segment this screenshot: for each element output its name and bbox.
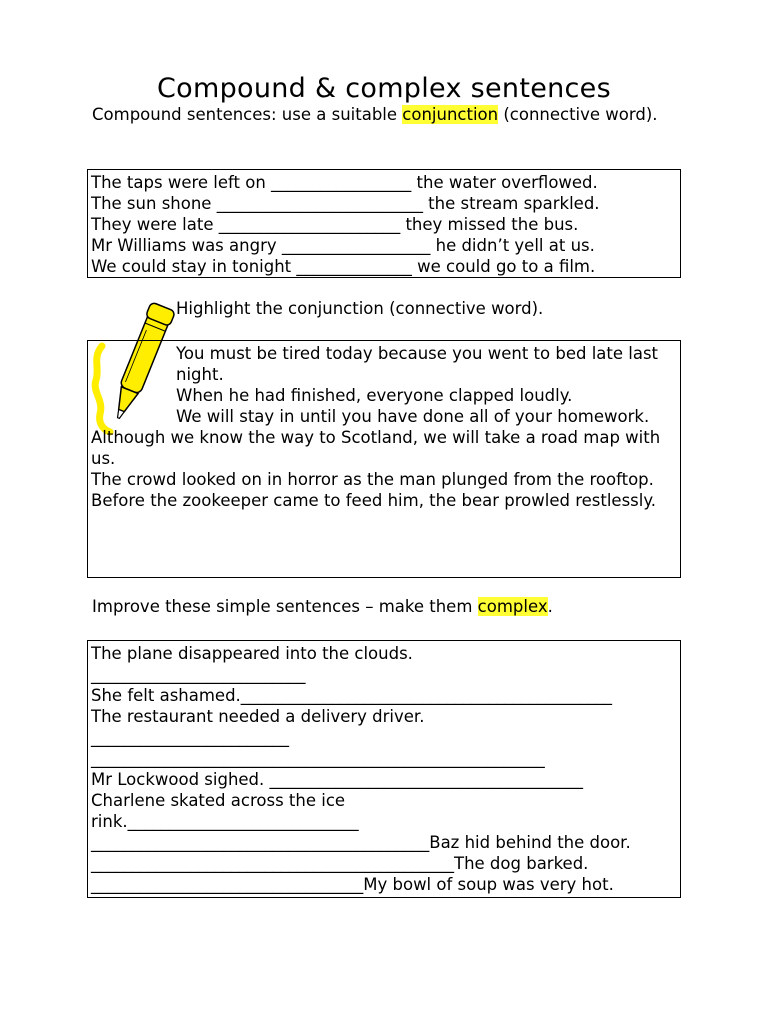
complex-sentence: The crowd looked on in horror as the man plunged from the rooftop.	[91, 470, 654, 489]
complex-sentence: You must be tired today because you went to bed late last night.	[176, 344, 659, 384]
improve-text-after: .	[547, 597, 553, 616]
simple-sentence-line: Charlene skated across the ice	[91, 791, 346, 810]
complex-sentence: Before the zookeeper came to feed him, the bear prowled restlessly.	[91, 491, 657, 510]
compound-sentences-box	[87, 169, 681, 278]
complex-sentence: When he had finished, everyone clapped loudly.	[176, 386, 573, 405]
intro-text-before: Compound sentences: use a suitable	[92, 105, 403, 124]
complex-sentence: Although we know the way to Scotland, we will take a road map with us.	[91, 428, 661, 468]
highlight-instruction: Highlight the conjunction (connective word).	[176, 299, 544, 318]
compound-sentence: We could stay in tonight ______________ we could go to a film.	[91, 257, 596, 276]
simple-sentence-line: The plane disappeared into the clouds.	[91, 644, 413, 663]
answer-line: _______________________________________________________	[91, 749, 545, 768]
intro-highlight-word: conjunction	[402, 105, 499, 124]
intro-text-after: (connective word).	[498, 105, 658, 124]
simple-sentence-line: Mr Lockwood sighed. ______________________________________	[91, 770, 584, 789]
simple-sentence-line: The restaurant needed a delivery driver.	[91, 707, 425, 726]
simple-sentence-line: ____________________________________________The dog barked.	[91, 854, 589, 873]
complex-sentences-box	[87, 340, 681, 578]
complex-sentence: We will stay in until you have done all of your homework.	[176, 407, 650, 426]
improve-text-before: Improve these simple sentences – make them	[92, 597, 478, 616]
improve-highlight-word: complex	[477, 597, 548, 616]
simple-sentence-line: _________________________________________Baz hid behind the door.	[91, 833, 631, 852]
compound-sentence: Mr Williams was angry __________________ he didn’t yell at us.	[91, 236, 595, 255]
page-title: Compound & complex sentences	[157, 73, 611, 104]
improve-instruction	[92, 596, 553, 618]
simple-sentence-line: She felt ashamed._____________________________________________	[91, 686, 613, 705]
answer-line: __________________________	[91, 665, 306, 684]
compound-intro	[92, 104, 662, 126]
answer-line: ________________________	[91, 728, 289, 747]
compound-sentence: They were late ______________________ they missed the bus.	[91, 215, 579, 234]
compound-sentence: The sun shone _________________________ the stream sparkled.	[91, 194, 600, 213]
simple-sentences-box	[87, 640, 681, 898]
simple-sentence-line: rink.____________________________	[91, 812, 359, 831]
simple-sentence-line: _________________________________My bowl of soup was very hot.	[91, 875, 614, 894]
compound-sentence: The taps were left on _________________ the water overflowed.	[91, 173, 598, 192]
